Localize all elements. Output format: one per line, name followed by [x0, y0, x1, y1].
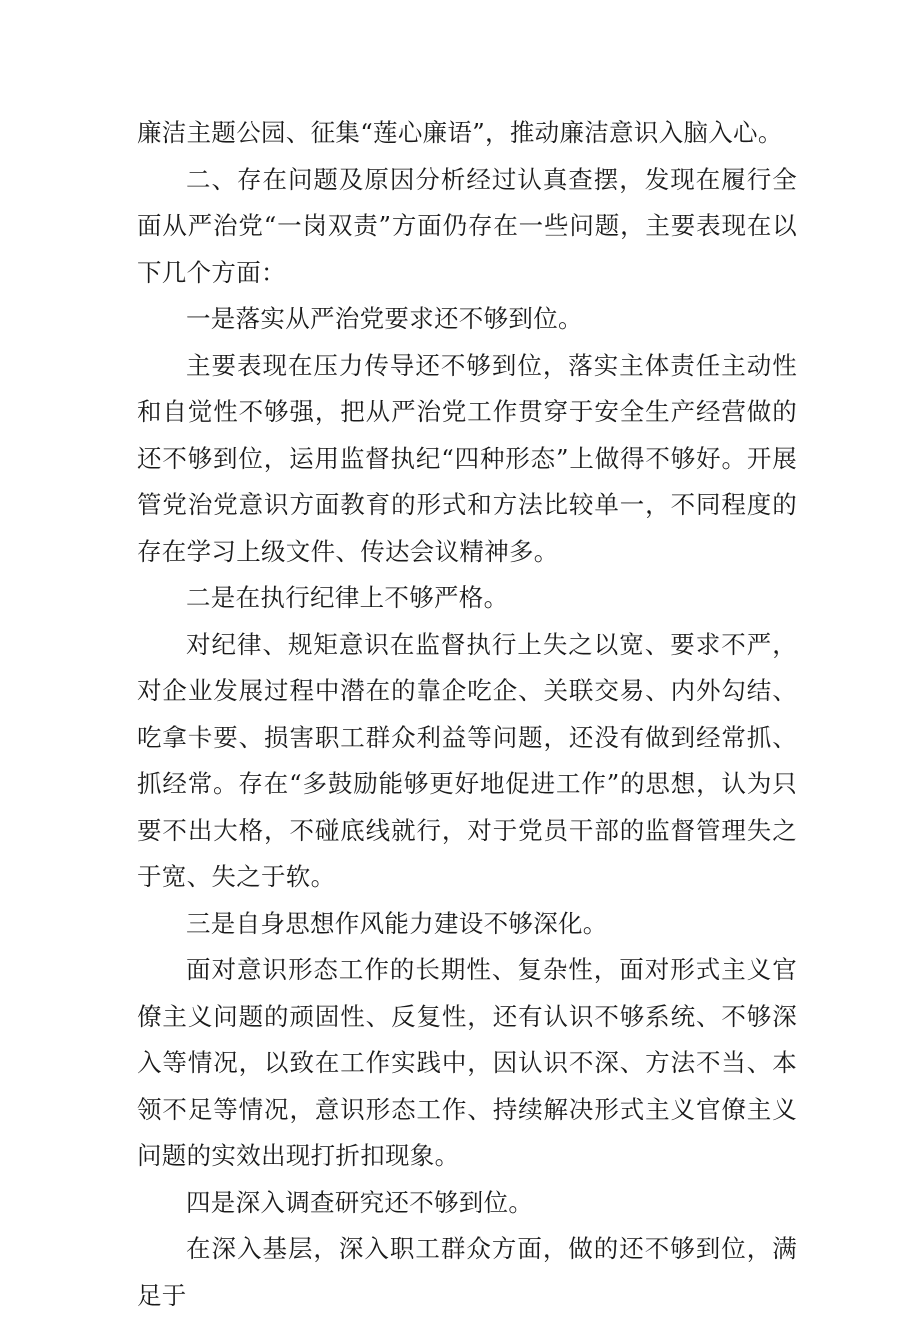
- paragraph-point-3-heading: 三是自身思想作风能力建设不够深化。: [186, 908, 608, 938]
- paragraph-point-4-body: 在深入基层，深入职工群众方面，做的还不够到位，满足于: [137, 1234, 797, 1310]
- paragraph-point-2-body: 对纪律、规矩意识在监督执行上失之以宽、要求不严，对企业发展过程中潜在的靠企吃企、关联交易、内外勾结、吃拿卡要、损害职工群众利益等问题，还没有做到经常抓、抓经常。存在“多鼓励能够更好地促进工作”的思想，认为只要不出大格，不碰底线就行，对于党员干部的监督管理失之于宽、失之于软。: [137, 629, 797, 891]
- paragraph-point-4-heading: 四是深入调查研究还不够到位。: [186, 1187, 534, 1217]
- paragraph-point-3-body: 面对意识形态工作的长期性、复杂性，面对形式主义官僚主义问题的顽固性、反复性，还有认识不够系统、不够深入等情况，以致在工作实践中，因认识不深、方法不当、本领不足等情况，意识形态工作、持续解决形式主义官僚主义问题的实效出现打折扣现象。: [137, 955, 797, 1170]
- paragraph-point-1-body: 主要表现在压力传导还不够到位，落实主体责任主动性和自觉性不够强，把从严治党工作贯穿于安全生产经营做的还不够到位，运用监督执纪“四种形态”上做得不够好。开展管党治党意识方面教育的形式和方法比较单一，不同程度的存在学习上级文件、传达会议精神多。: [137, 350, 797, 566]
- paragraph-point-1-heading: 一是落实从严治党要求还不够到位。: [186, 304, 583, 333]
- paragraph-continuation: 廉洁主题公园、征集“莲心廉语”，推动廉洁意识入脑入心。: [137, 118, 783, 147]
- paragraph-section-heading: 二、存在问题及原因分析经过认真查摆，发现在履行全面从严治党“一岗双责”方面仍存在一些问题，主要表现在以下几个方面：: [137, 164, 797, 287]
- paragraph-point-2-heading: 二是在执行纪律上不够严格。: [186, 583, 509, 612]
- document-body: [137, 110, 797, 1319]
